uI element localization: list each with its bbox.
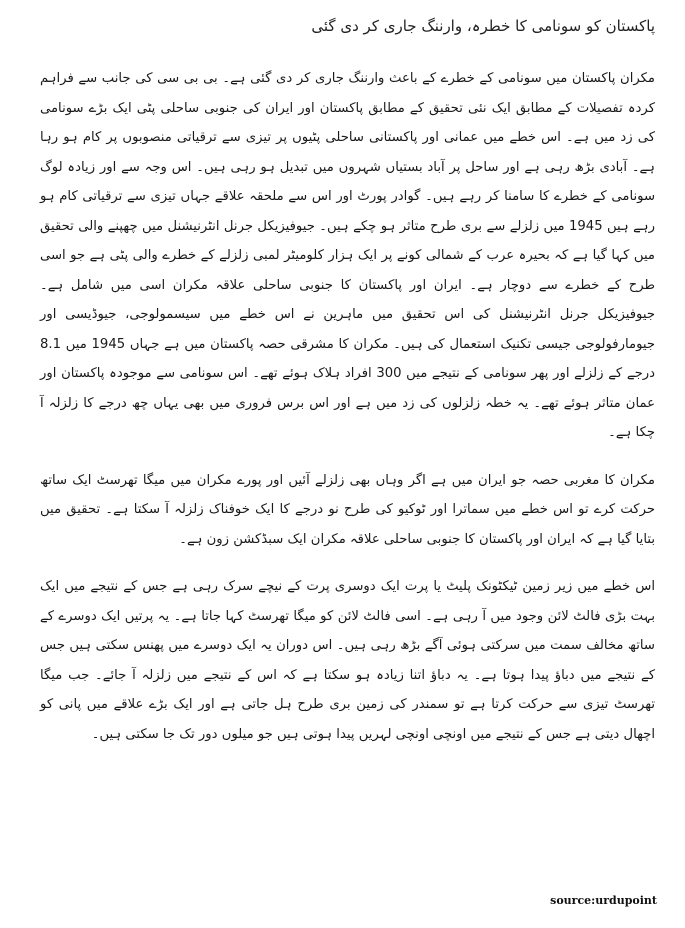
article-paragraph-2: مکران کا مغربی حصہ جو ایران میں ہے اگر وہاں بھی زلزلے آئیں اور پورے مکران میں میگا تھرسٹ ایک ساتھ حرکت کرے تو اس خطے میں سماترا اور ٹوکیو کی طرح نو درجے کا ایک خوفناک زلزلہ آ سکتا ہے۔ تحقیق میں بتایا گیا ہے کہ ایران اور پاکستان کا جنوبی ساحلی علاقہ مکران ایک سبڈکشن زون ہے۔ (40, 472, 655, 547)
article-paragraph-1: مکران پاکستان میں سونامی کے خطرے کے باعث وارننگ جاری کر دی گئی ہے۔ بی بی سی کی جانب سے فراہم کردہ تفصیلات کے مطابق ایک نئی تحقیق کے مطابق پاکستان اور ایران کی جنوبی ساحلی پٹی ایک بڑے سونامی کی زد میں ہے۔ اس خطے میں عمانی اور پاکستانی ساحلی پٹیوں پر تیزی سے ترقیاتی منصوبوں پر کام ہو رہا ہے۔ آبادی بڑھ رہی ہے اور ساحل پر آباد بستیاں شہروں میں تبدیل ہو رہی ہیں۔ اس وجہ سے اور زیادہ لوگ سونامی کے خطرے کا سامنا کر رہے ہیں۔ گوادر پورٹ اور اس سے ملحقہ علاقے جہاں تیزی سے ترقیاتی کام ہو رہے ہیں 1945 میں زلزلے سے بری طرح متاثر ہو چکے ہیں۔ جیوفیزیکل جرنل انٹرنیشنل میں چھپنے والی تحقیق میں کہا گیا ہے کہ بحیرہ عرب کے شمالی کونے پر ایک ہزار کلومیٹر لمبی زلزلے کے خطرے والی پٹی ہے جو اسی طرح کے خطرے سے دوچار ہے۔ ایران اور پاکستان کا جنوبی ساحلی علاقہ مکران اسی میں شامل ہے۔ جیوفیزیکل جرنل انٹرنیشنل کی اس تحقیق میں ماہرین نے اس خطے میں سیسمولوجی، جیوڈیسی اور جیومارفولوجی جیسی تکنیک استعمال کی ہیں۔ مکران کا مشرقی حصہ پاکستان میں ہے جہاں 1945 میں 8.1 درجے کے زلزلے اور پھر سونامی کے نتیجے میں 300 افراد ہلاک ہوئے تھے۔ اس سونامی سے موجودہ پاکستان اور عمان متاثر ہوئے تھے۔ یہ خطہ زلزلوں کی زد میں ہے اور اس برس فروری میں بھی یہاں چھ درجے کا زلزلہ آ چکا ہے۔ (40, 71, 656, 440)
source-credit: source:urdupoint (550, 894, 657, 907)
article-title: پاکستان کو سونامی کا خطرہ، وارننگ جاری کر دی گئی (311, 17, 655, 35)
article-paragraph-3: اس خطے میں زیر زمین ٹیکٹونک پلیٹ یا پرت ایک دوسری پرت کے نیچے سرک رہی ہے جس کے نتیجے میں ایک بہت بڑی فالٹ لائن وجود میں آ رہی ہے۔ اسی فالٹ لائن کو میگا تھرسٹ کہا جاتا ہے۔ یہ پرتیں ایک دوسرے کے ساتھ مخالف سمت میں سرکتی ہوئی آگے بڑھ رہی ہیں۔ اس دوران یہ ایک دوسرے میں پھنس سکتی ہیں جس کے نتیجے میں دباؤ پیدا ہوتا ہے۔ یہ دباؤ اتنا زیادہ ہو سکتا ہے کہ اس کے نتیجے میں زلزلہ آ جائے۔ جب میگا تھرسٹ تیزی سے حرکت کرتا ہے تو سمندر کی زمین بری طرح ہل جاتی ہے اور ایک بڑے علاقے میں پانی کو اچھال دیتی ہے جس کے نتیجے میں اونچی اونچی لہریں پیدا ہوتی ہیں جو میلوں دور تک جا سکتی ہیں۔ (40, 579, 655, 742)
news-article (40, 14, 655, 767)
